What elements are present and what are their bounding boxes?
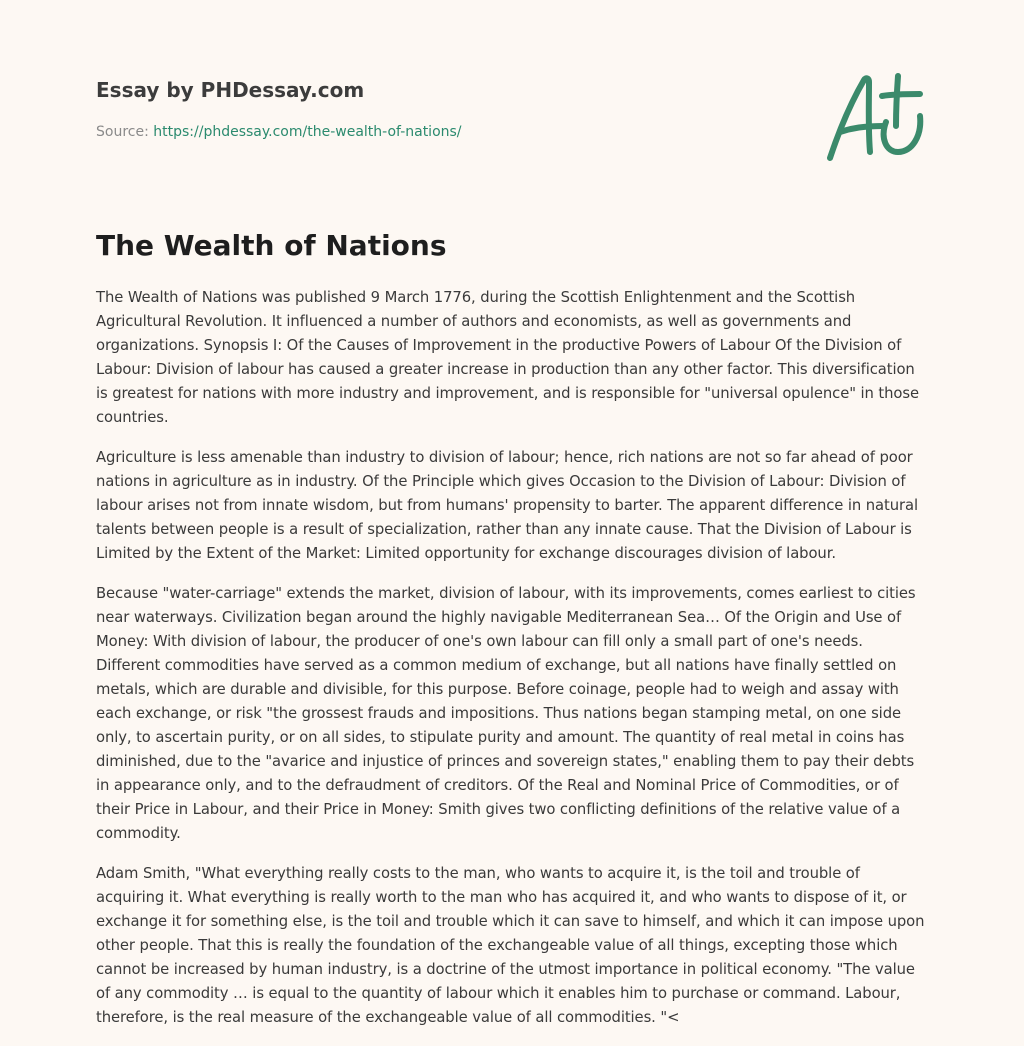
brand-title: Essay by PHDessay.com (96, 78, 365, 102)
source-label: Source: (96, 124, 154, 140)
source-link[interactable]: https://phdessay.com/the-wealth-of-nations/ (153, 124, 462, 140)
essay-paragraph-1: The Wealth of Nations was published 9 March 1776, during the Scottish Enlightenment and the Scottish Agricultural Revolution. It influenced a number of authors and economists, as well as governments and organizations. Synopsis I: Of the Causes of Improvement in the productive Powers of Labour Of the Division of Labour: Division of labour has caused a greater increase in production than any other factor. This diversification is greatest for nations with more industry and improvement, and is responsible for "universal opulence" in those countries. (96, 289, 919, 426)
essay-paragraph-3: Because "water-carriage" extends the market, division of labour, with its improvements, comes earliest to cities near waterways. Civilization began around the highly navigable Mediterranean Sea… Of the Origin and Use of Money: With division of labour, the producer of one's own labour can fill only a small part of one's needs. Different commodities have served as a common medium of exchange, but all nations have finally settled on metals, which are durable and divisible, for this purpose. Before coinage, people had to weigh and assay with each exchange, or risk "the grossest frauds and impositions. Thus nations began stamping metal, on one side only, to ascertain purity, or on all sides, to stipulate purity and amount. The quantity of real metal in coins has diminished, due to the "avarice and injustice of princes and sovereign states," enabling them to pay their debts in appearance only, and to the defraudment of creditors. Of the Real and Nominal Price of Commodities, or of their Price in Labour, and their Price in Money: Smith gives two conflicting definitions of the relative value of a commodity. (96, 585, 916, 842)
essay-title: The Wealth of Nations (96, 229, 447, 262)
essay-paragraph-2: Agriculture is less amenable than industry to division of labour; hence, rich nations are not so far ahead of poor nations in agriculture as in industry. Of the Principle which gives Occasion to the Division of Labour: Division of labour arises not from innate wisdom, but from humans' propensity to barter. The apparent difference in natural talents between people is a result of specialization, rather than any innate cause. That the Division of Labour is Limited by the Extent of the Market: Limited opportunity for exchange discourages division of labour. (96, 449, 918, 562)
essay-paragraph-4: Adam Smith, "What everything really costs to the man, who wants to acquire it, is the toil and trouble of acquiring it. What everything is really worth to the man who has acquired it, and who wants to dispose of it, or exchange it for something else, is the toil and trouble which it can save to himself, and which it can impose upon other people. That this is really the foundation of the exchangeable value of all things, excepting those which cannot be increased by human industry, is a doctrine of the utmost importance in political economy. "The value of any commodity … is equal to the quantity of labour which it enables him to purchase or command. Labour, therefore, is the real measure of the exchangeable value of all commodities. "< (96, 865, 925, 1026)
a-plus-logo-icon (824, 68, 928, 164)
source-line (96, 122, 716, 142)
page-header (96, 76, 716, 142)
essay-content (96, 226, 928, 1046)
